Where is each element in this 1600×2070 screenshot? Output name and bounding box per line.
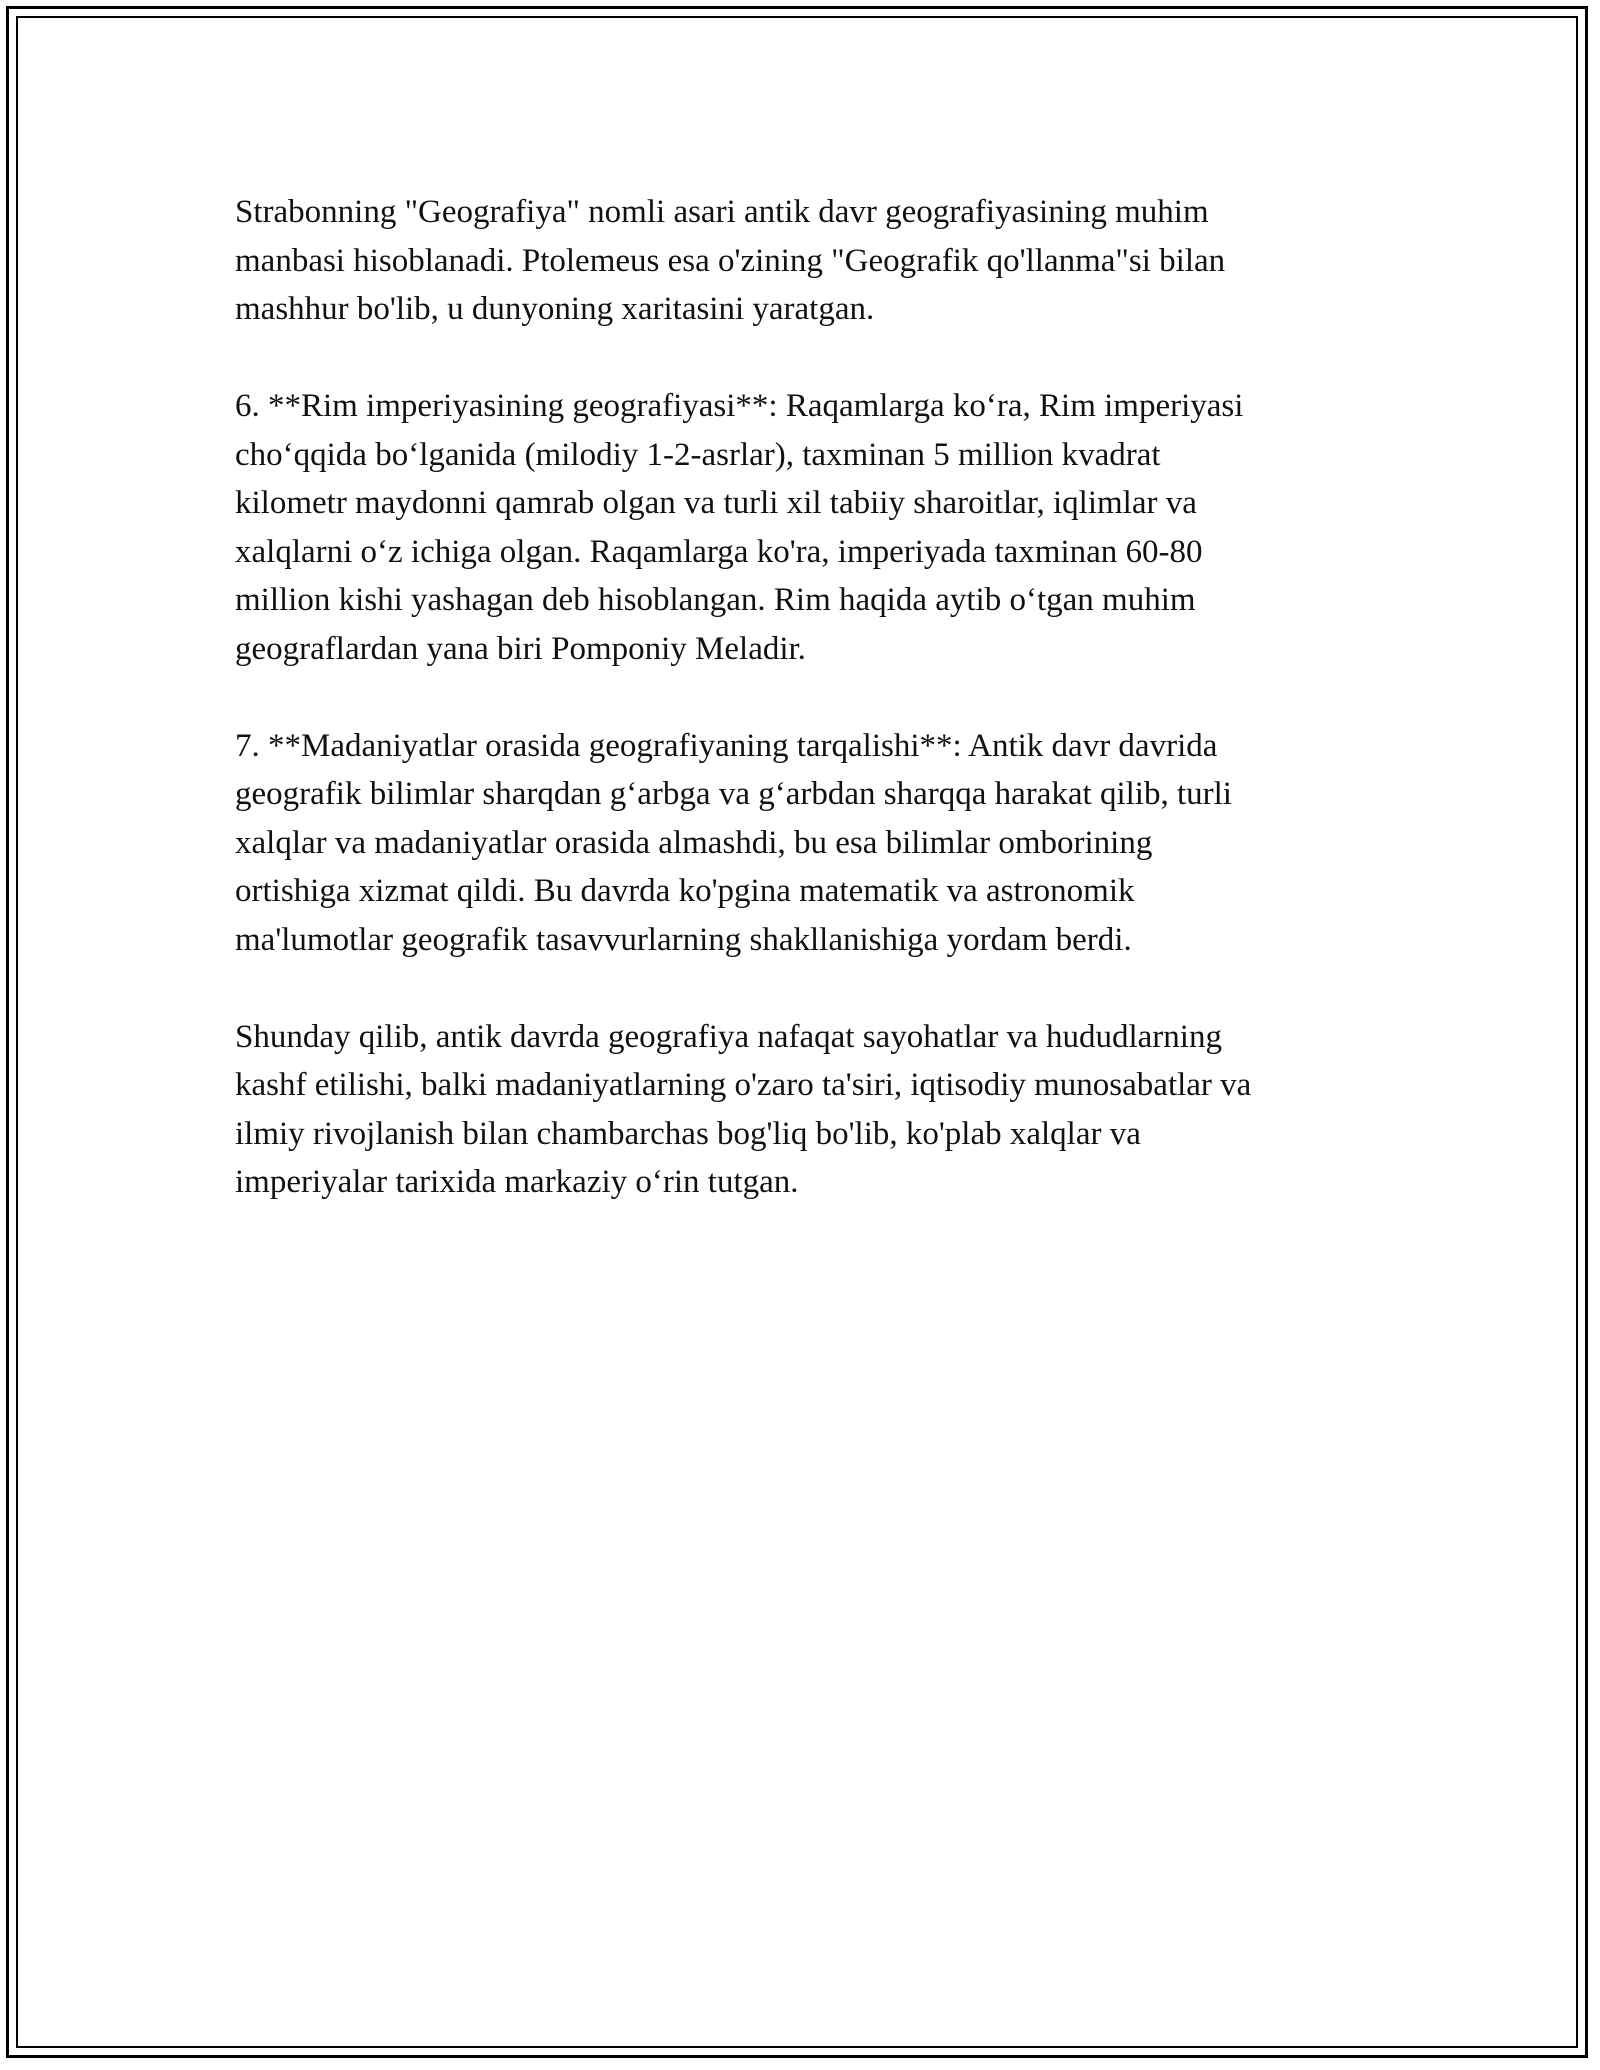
paragraph-rim-imperiyasi: 6. **Rim imperiyasining geografiyasi**: Raqamlarga koʻra, Rim imperiyasi choʻqqida boʻlganida (milodiy 1-2-asrlar), taxminan 5 million kvadrat kilometr maydonni qamrab olgan va turli xil tabiiy sharoitlar, iqlimlar va xalqlarni oʻz ichiga olgan. Raqamlarga ko'ra, imperiyada taxminan 60-80 million kishi yashagan deb hisoblangan. Rim haqida aytib oʻtgan muhim geograflardan yana biri Pomponiy Meladir.	[235, 388, 1244, 667]
paragraph-conclusion: Shunday qilib, antik davrda geografiya nafaqat sayohatlar va hududlarning kashf etilishi, balki madaniyatlarning o'zaro ta'siri, iqtisodiy munosabatlar va ilmiy rivojlanish bilan chambarchas bog'liq bo'lib, ko'plab xalqlar va imperiyalar tarixida markaziy oʻrin tutgan.	[235, 1018, 1252, 1200]
paragraph-madaniyatlar: 7. **Madaniyatlar orasida geografiyaning tarqalishi**: Antik davr davrida geografik bilimlar sharqdan gʻarbga va gʻarbdan sharqqa harakat qilib, turli xalqlar va madaniyatlar orasida almashdi, bu esa bilimlar omborining ortishiga xizmat qildi. Bu davrda ko'pgina matematik va astronomik ma'lumotlar geografik tasavvurlarning shakllanishiga yordam berdi.	[235, 727, 1232, 958]
paragraph-strabon-ptolemeus: Strabonning "Geografiya" nomli asari antik davr geografiyasining muhim manbasi hisoblanadi. Ptolemeus esa o'zining "Geografik qo'llanma"si bilan mashhur bo'lib, u dunyoning xaritasini yaratgan.	[235, 194, 1226, 327]
document-body	[235, 188, 1395, 1255]
